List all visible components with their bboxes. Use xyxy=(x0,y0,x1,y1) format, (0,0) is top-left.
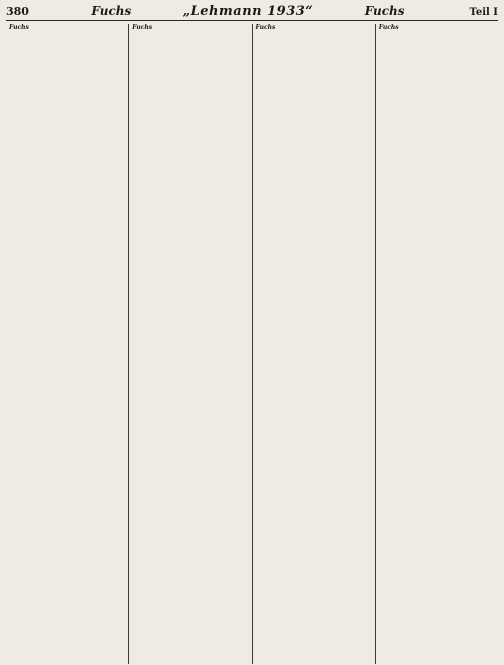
running-head-left: Fuchs xyxy=(91,4,132,18)
page-number: 380 xyxy=(6,5,29,18)
entry-columns xyxy=(6,24,498,664)
column-head-word: Fuchs xyxy=(132,24,153,31)
page-header xyxy=(6,4,498,21)
column-head-word: Fuchs xyxy=(378,24,399,31)
column-head-word: Fuchs xyxy=(9,24,29,31)
entry-column-4 xyxy=(376,24,498,664)
entry-column-3 xyxy=(253,24,376,664)
entry-column-2 xyxy=(129,24,252,664)
directory-part: Teil I xyxy=(469,7,498,18)
publication-title: „Lehmann 1933“ xyxy=(182,4,314,19)
entry-column-1 xyxy=(6,24,129,664)
running-head-right: Fuchs xyxy=(364,4,405,18)
column-head-word: Fuchs xyxy=(255,24,276,31)
